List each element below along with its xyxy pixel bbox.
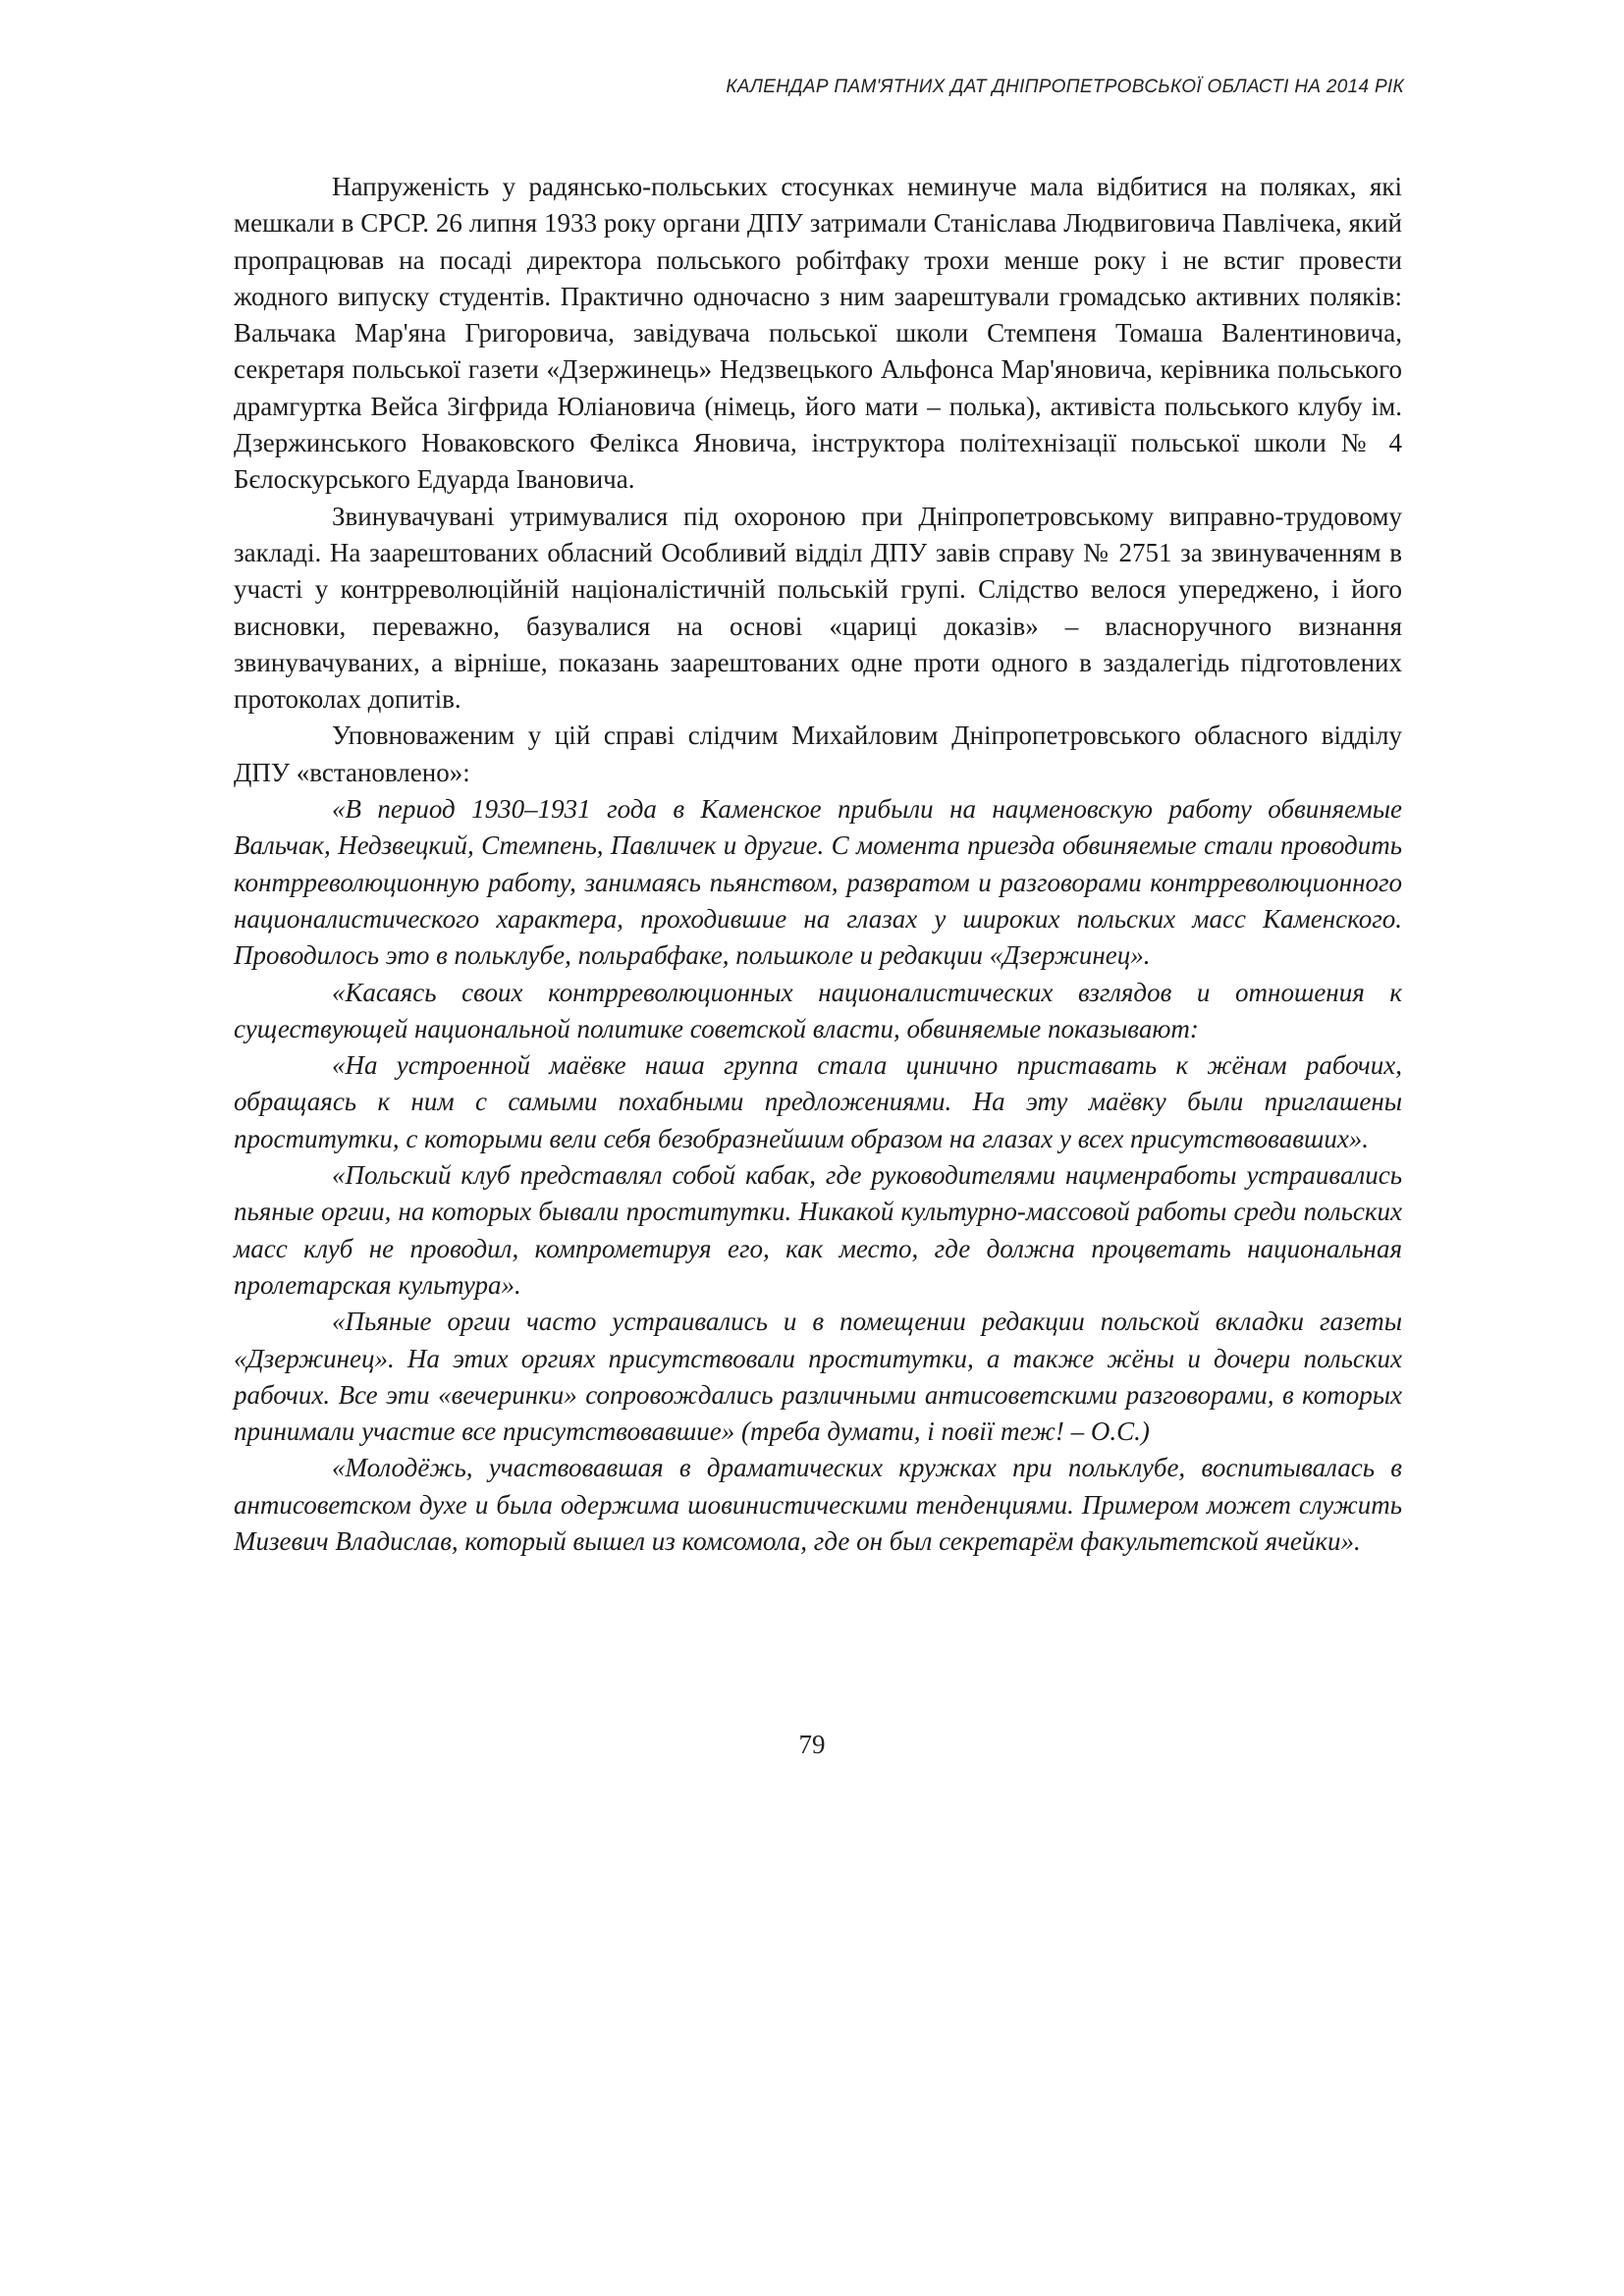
page-number: 79 bbox=[798, 1730, 826, 1759]
quote-paragraph: «В период 1930–1931 года в Каменское прибыли на нацменовскую работу обвиняемые Вальчак, Недзвецкий, Стемпень, Павличек и другие. С момента приезда обвиняемые стали проводить контрреволюционную работу, занимаясь пьянством, развратом и разговорами контрреволюционного националистического характера, проходившие на глазах у широких польских масс Каменского. Проводилось это в польклубе, польрабфаке, польшколе и редакции «Дзержинец». bbox=[234, 794, 1402, 971]
quote-paragraph: «Польский клуб представлял собой кабак, где руководителями нацменработы устраивались пьяные оргии, на которых бывали проститутки. Никакой культурно-массовой работы среди польских масс клуб не проводил, компрометируя его, как место, где должна процветать национальная пролетарская культура». bbox=[234, 1160, 1402, 1300]
body-text bbox=[234, 169, 1402, 1560]
paragraph: Уповноваженим у цій справі слідчим Михайловим Дніпропетровського обласного відділу ДПУ «встановлено»: bbox=[234, 721, 1402, 787]
paragraph: Звинувачувані утримувалися під охороною при Дніпропетровському виправно-трудовому закладі. На заарештованих обласний Особливий відділ ДПУ завів справу № 2751 за звинуваченням в участі у контрреволюційній націоналістичній польській групі. Слідство велося упереджено, і його висновки, переважно, базувалися на основі «цариці доказів» – власноручного визнання звинувачуваних, а вірніше, показань заарештованих одне проти одного в заздалегідь підготовлених протоколах допитів. bbox=[234, 501, 1402, 715]
quote-paragraph: «Касаясь своих контрреволюционных националистических взглядов и отношения к существующей национальной политике советской власти, обвиняемые показывают: bbox=[234, 977, 1402, 1043]
quote-paragraph: «Молодёжь, участвовавшая в драматических кружках при польклубе, воспитывалась в антисоветском духе и была одержима шовинистическими тенденциями. Примером может служить Мизевич Владислав, который вышел из комсомола, где он был секретарём факультетской ячейки». bbox=[234, 1453, 1402, 1556]
quote-paragraph: «На устроенной маёвке наша группа стала цинично приставать к жёнам рабочих, обращаясь к ним с самыми похабными предложениями. На эту маёвку были приглашены проститутки, с которыми вели себя безобразнейшим образом на глазах у всех присутствовавших». bbox=[234, 1050, 1402, 1153]
quote-paragraph: «Пьяные оргии часто устраивались и в помещении редакции польской вкладки газеты «Дзержинец». На этих оргиях присутствовали проститутки, а также жёны и дочери польских рабочих. Все эти «вечеринки» сопровождались различными антисоветскими разговорами, в которых принимали участие все присутствовавшие» (треба думати, і повії теж! – О.С.) bbox=[234, 1307, 1402, 1447]
running-header: КАЛЕНДАР ПАМ'ЯТНИХ ДАТ ДНІПРОПЕТРОВСЬКОЇ ОБЛАСТІ НА 2014 РІК bbox=[726, 77, 1404, 97]
paragraph: Напруженість у радянсько-польських стосунках неминуче мала відбитися на поляках, які мешкали в СРСР. 26 липня 1933 року органи ДПУ затримали Станіслава Людвиговича Павлічека, який пропрацював на посаді директора польського робітфаку трохи менше року і не встиг провести жодного випуску студентів. Практично одночасно з ним заарештували громадсько активних поляків: Вальчака Мар'яна Григоровича, завідувача польської школи Стемпеня Томаша Валентиновича, секретаря польської газети «Дзержинець» Недзвецького Альфонса Мар'яновича, керівника польського драмгуртка Вейса Зігфрида Юліановича (німець, його мати – полька), активіста польського клубу ім. Дзержинського Новаковского Фелікса Яновича, інструктора політехнізації польської школи № 4 Бєлоскурського Едуарда Івановича. bbox=[234, 172, 1402, 495]
